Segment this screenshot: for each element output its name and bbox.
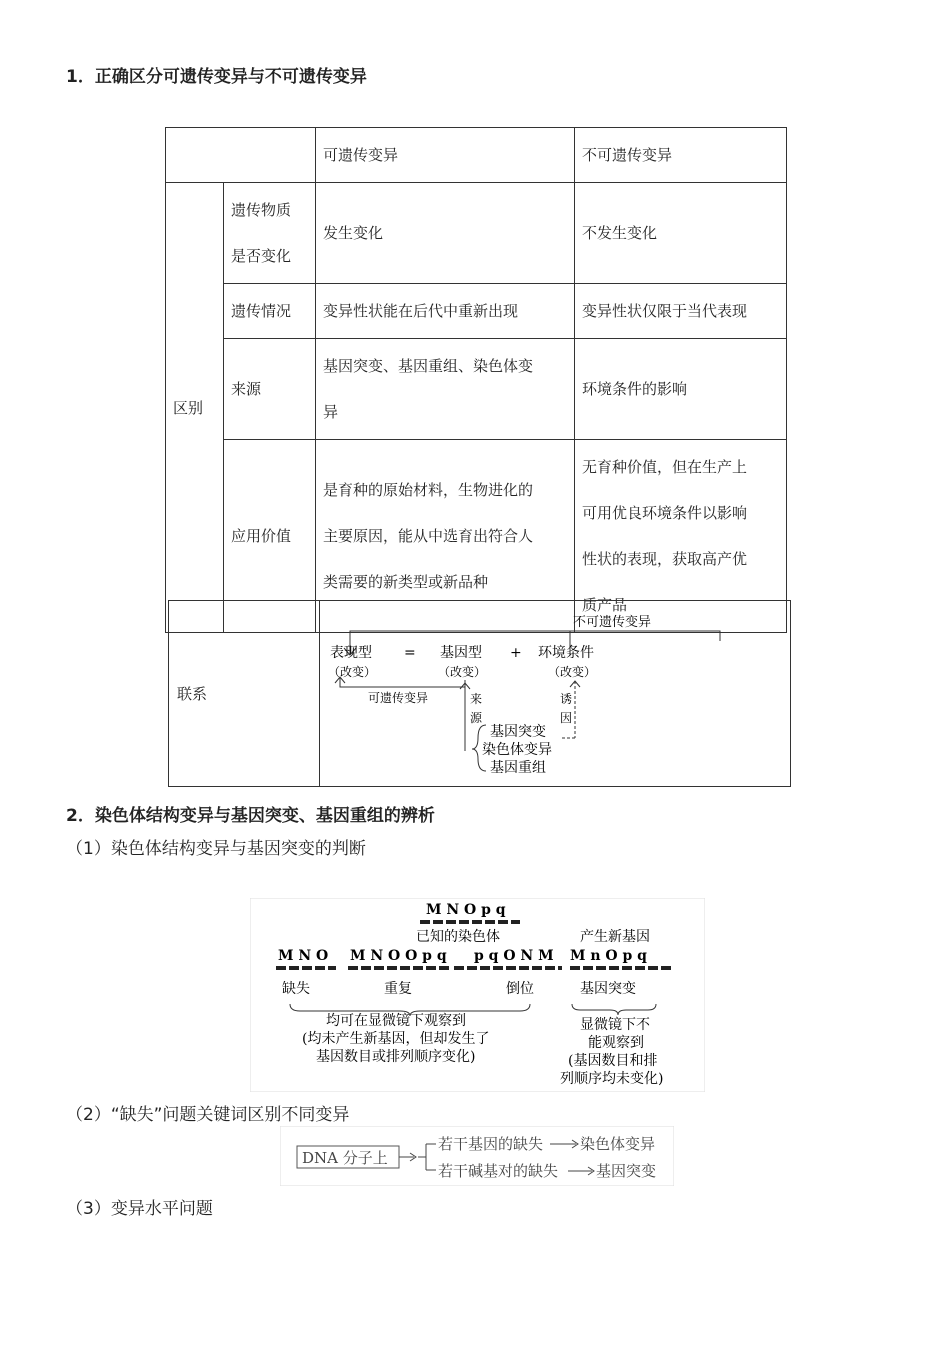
left-note-3: 基因数目或排列顺序变化) (316, 1049, 476, 1065)
source-char-2: 源 (470, 711, 483, 725)
genotype-change: （改变） (438, 665, 487, 679)
header-nonheritable: 不可遗传变异 (575, 128, 787, 183)
chromosome-figure (250, 898, 705, 1092)
row-label-source: 来源 (224, 339, 316, 440)
induce-char-1: 诱 (560, 692, 573, 706)
section1-title: 1．正确区分可遗传变异与不可遗传变异 (66, 67, 367, 87)
row-label-value: 应用价值 (224, 440, 316, 633)
type-mutation: 基因突变 (490, 724, 546, 740)
comparison-table (165, 127, 787, 633)
relation-label: 联系 (177, 685, 208, 703)
induce-char-2: 因 (560, 711, 573, 725)
cell-inheritance-heritable: 变异性状能在后代中重新出现 (316, 284, 575, 339)
section2-sub2: （2）“缺失”问题关键词区别不同变异 (66, 1105, 350, 1125)
phenotype: 表现型 (330, 645, 372, 661)
row-label-material: 遗传物质 是否变化 (224, 183, 316, 284)
cell-source-heritable: 基因突变、基因重组、染色体变 异 (316, 339, 575, 440)
phenotype-change: （改变） (328, 665, 377, 679)
row-label-inheritance: 遗传情况 (224, 284, 316, 339)
section2-title: 2．染色体结构变异与基因突变、基因重组的辨析 (66, 806, 435, 826)
del-genes: M N O (278, 948, 329, 964)
mutation: 基因突变 (580, 981, 636, 997)
empty-header-cell (166, 128, 316, 183)
right-note-1: 显微镜下不 (580, 1017, 650, 1033)
inv-genes: p q O N M (474, 948, 554, 964)
section2-sub1: （1）染色体结构变异与基因突变的判断 (66, 839, 366, 859)
type-recombination: 基因重组 (490, 760, 546, 776)
deletion: 缺失 (282, 981, 310, 997)
right-note-2: 能观察到 (588, 1035, 644, 1051)
left-note-2: (均未产生新基因，但却发生了 (302, 1031, 490, 1047)
new-gene-label: 产生新基因 (580, 929, 650, 945)
cell-value-heritable: 是育种的原始材料，生物进化的 主要原因，能从中选育出符合人 类需要的新类型或新品种 (316, 440, 575, 633)
plus: + (510, 645, 522, 661)
known-label: 已知的染色体 (416, 929, 500, 945)
inversion: 倒位 (506, 981, 534, 997)
known-genes: M N O p q (426, 902, 506, 918)
source-char-1: 来 (470, 692, 483, 706)
type-chromosome: 染色体变异 (482, 742, 552, 758)
fig2-bottom: 若干碱基对的缺失 (438, 1162, 559, 1180)
heritable-label: 可遗传变异 (368, 691, 429, 705)
mut-genes: M n O p q (570, 948, 647, 964)
fig2-left: DNA 分子上 (302, 1149, 388, 1167)
cell-source-nonheritable: 环境条件的影响 (575, 339, 787, 440)
deletion-figure (280, 1126, 674, 1186)
left-note-1: 均可在显微镜下观察到 (326, 1013, 466, 1029)
relation-box (168, 600, 791, 787)
cell-value-nonheritable: 无育种价值，但在生产上 可用优良环境条件以影响 性状的表现，获取高产优 质产品 (575, 440, 787, 633)
relation-diagram (320, 601, 790, 786)
cell-inheritance-nonheritable: 变异性状仅限于当代表现 (575, 284, 787, 339)
group-label-difference: 区别 (166, 183, 224, 633)
fig2-top-result: 染色体变异 (580, 1135, 656, 1153)
top-label: 不可遗传变异 (573, 615, 652, 630)
environment-change: （改变） (548, 665, 597, 679)
fig2-bottom-result: 基因突变 (596, 1162, 657, 1180)
fig2-top: 若干基因的缺失 (438, 1135, 544, 1153)
section2-sub3: （3）变异水平问题 (66, 1199, 213, 1219)
environment: 环境条件 (538, 645, 594, 661)
right-note-3: (基因数目和排 (568, 1053, 658, 1069)
cell-material-heritable: 发生变化 (316, 183, 575, 284)
header-heritable: 可遗传变异 (316, 128, 575, 183)
cell-material-nonheritable: 不发生变化 (575, 183, 787, 284)
dup-genes: M N O O p q (350, 948, 447, 964)
equals: = (404, 645, 416, 661)
right-note-4: 列顺序均未变化) (560, 1071, 664, 1087)
genotype: 基因型 (440, 645, 482, 661)
duplication: 重复 (384, 981, 412, 997)
